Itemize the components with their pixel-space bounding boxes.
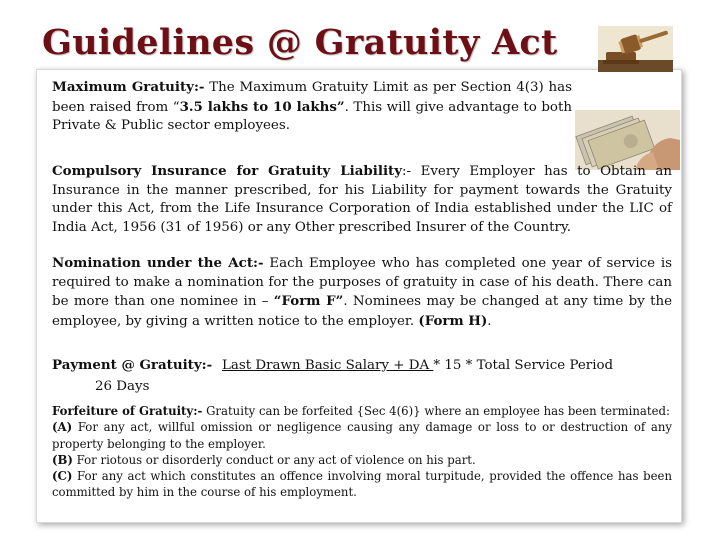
- forfeiture-intro: [52, 403, 672, 419]
- forfeiture-item-text: For riotous or disorderly conduct or any act of violence on his part.: [72, 452, 476, 467]
- forfeiture-item-b: [52, 452, 672, 468]
- max-gratuity-text-a: The Maximum Gratuity Limit as per Section 4(3) has been raised from “: [52, 80, 572, 115]
- nomination-text-b: . Nominees may be changed at any time by the employee, by giving a written notice to the employer.: [52, 294, 673, 329]
- insurance-heading: Compulsory Insurance for Gratuity Liability: [52, 163, 403, 179]
- max-gratuity-limit: 3.5 lakhs to 10 lakhs”: [179, 98, 345, 115]
- forfeiture-section: [52, 403, 672, 501]
- max-gratuity-paragraph: [52, 78, 572, 136]
- insurance-text: :- Every Employer has to Obtain an Insurance in the manner prescribed, for his Liability for payment towards the Gratuity under this Act, from the Life Insurance Corporation of India established under the LIC of India Act, 1956 (31 of 1956) or any Other prescribed Insurer of the Country.: [52, 164, 673, 235]
- nomination-text-a: Each Employee who has completed one year of service is required to make a nomination for the purposes of gratuity in case of his death. There can be more than one nominee in –: [52, 256, 672, 309]
- forfeiture-heading: Forfeiture of Gratuity:-: [52, 404, 203, 418]
- forfeiture-item-text: For any act, willful omission or negligence causing any damage or loss to or destruction of any property belonging to the employer.: [52, 420, 672, 451]
- form-h-label: (Form H): [418, 312, 488, 329]
- forfeiture-item-text: For any act which constitutes an offence involving moral turpitude, provided the offence has been committed by him in the course of his employment.: [52, 469, 672, 500]
- payment-formula-denominator: 26 Days: [95, 379, 150, 394]
- cash-icon: [575, 110, 680, 170]
- insurance-paragraph: [52, 162, 672, 237]
- forfeiture-item-label: (A): [52, 420, 73, 435]
- forfeiture-item-a: [52, 419, 672, 452]
- forfeiture-item-c: [52, 468, 672, 501]
- payment-heading: Payment @ Gratuity:-: [52, 357, 213, 373]
- page-title: Guidelines @ Gratuity Act: [42, 22, 558, 63]
- form-f-label: “Form F”: [273, 293, 344, 309]
- gavel-icon: [598, 26, 673, 72]
- max-gratuity-heading: Maximum Gratuity:-: [52, 79, 205, 95]
- forfeiture-item-label: (C): [52, 469, 73, 484]
- payment-formula-numerator: Last Drawn Basic Salary + DA: [222, 358, 434, 373]
- nomination-heading: Nomination under the Act:-: [52, 255, 264, 271]
- nomination-paragraph: [52, 254, 672, 331]
- nomination-text-c: .: [487, 313, 492, 329]
- forfeiture-intro-text: Gratuity can be forfeited {Sec 4(6)} where an employee has been terminated:: [202, 404, 670, 418]
- payment-formula-row: [52, 356, 672, 375]
- forfeiture-item-label: (B): [52, 452, 73, 467]
- payment-formula-multiplier: * 15 * Total Service Period: [433, 358, 614, 373]
- max-gratuity-text-b: . This will give advantage to both Private & Public sector employees.: [52, 99, 572, 133]
